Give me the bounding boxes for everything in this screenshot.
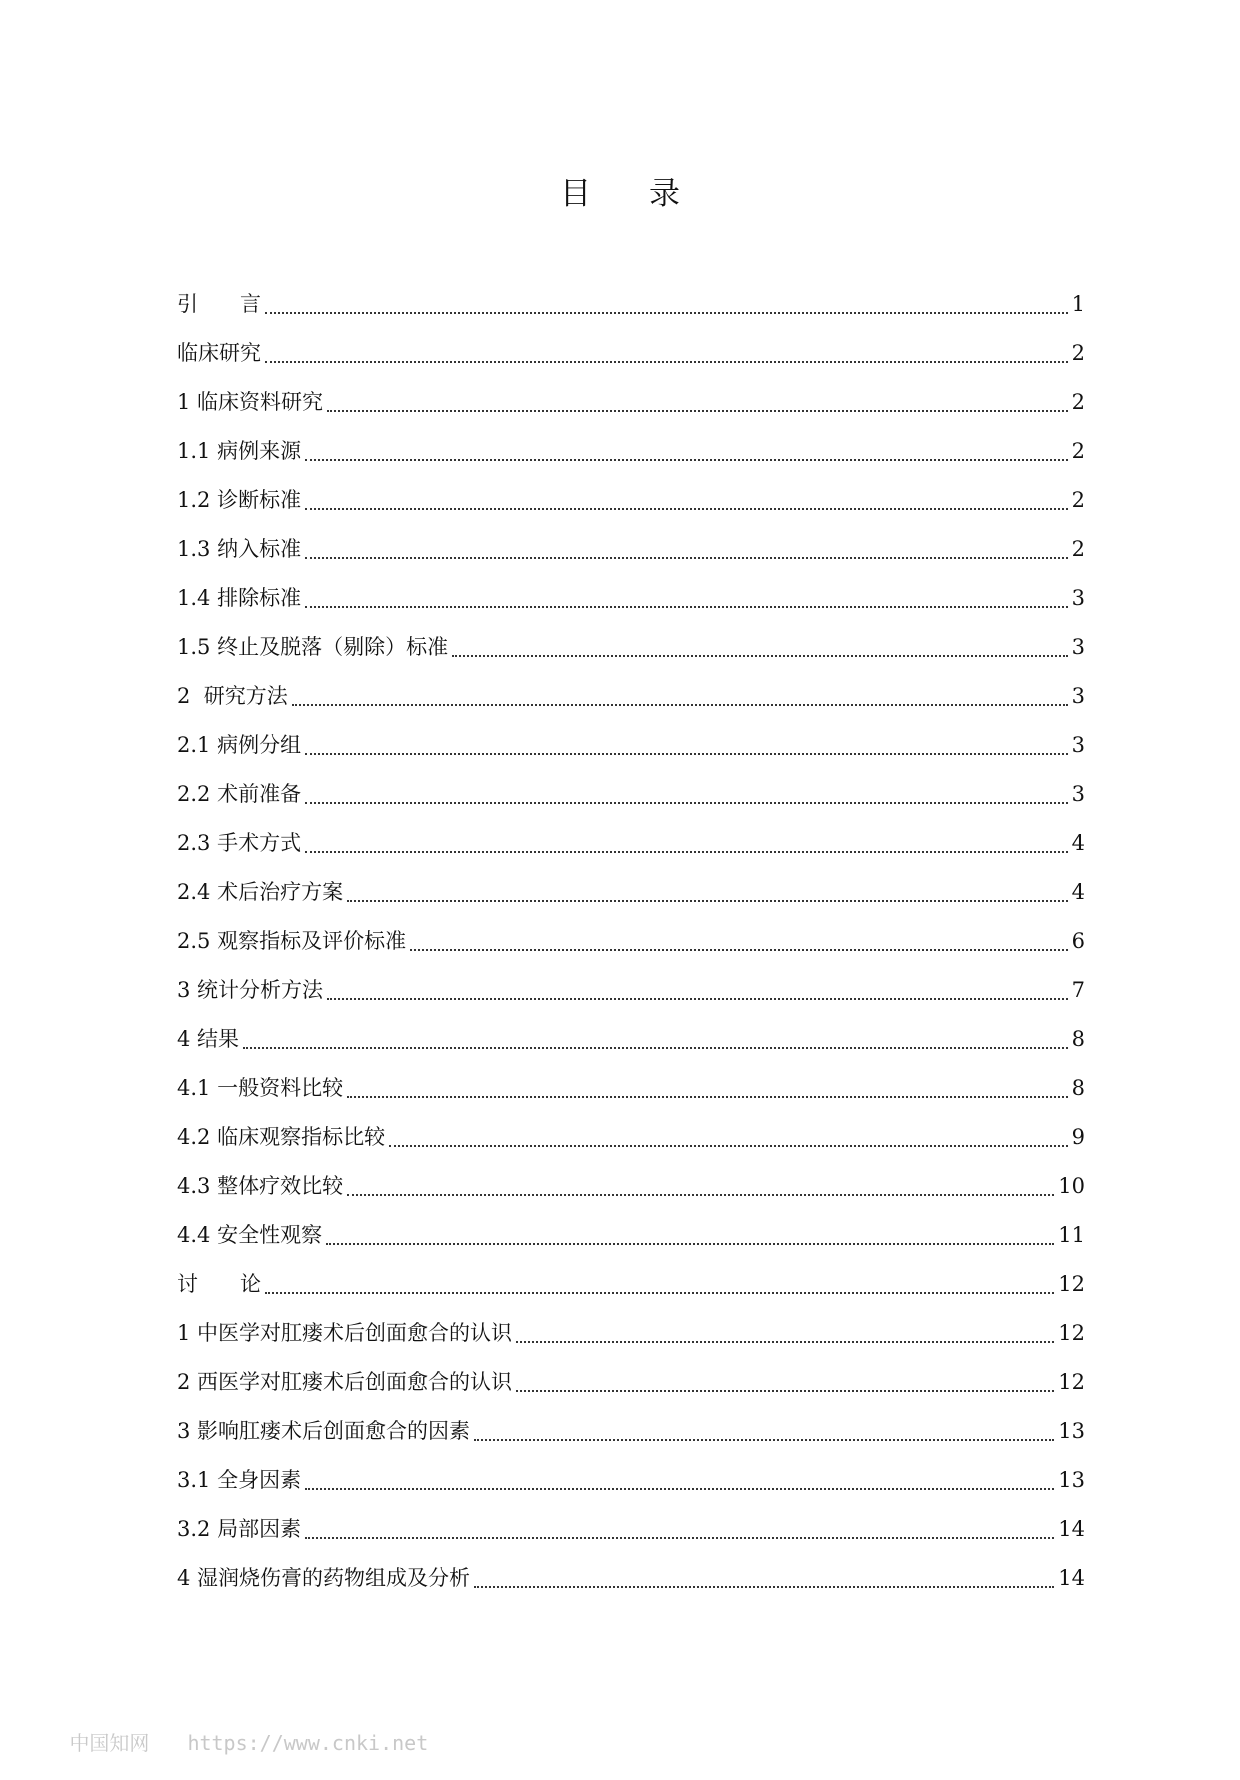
toc-entry[interactable] (177, 1358, 1085, 1407)
toc-entry-label: 3.2 局部因素 (177, 1517, 302, 1541)
toc-entry-label: 2.1 病例分组 (177, 733, 302, 757)
toc-entry-page-number: 2 (1071, 390, 1085, 414)
toc-entry-label: 讨 论 (177, 1272, 261, 1296)
toc-dot-leader (327, 998, 1068, 1000)
page-title (0, 168, 1240, 213)
toc-dot-leader (243, 1047, 1068, 1049)
toc-entry[interactable] (177, 1211, 1085, 1260)
toc-entry-page-number: 4 (1071, 880, 1085, 904)
toc-entry-page-number: 3 (1071, 733, 1085, 757)
toc-entry[interactable] (177, 819, 1085, 868)
toc-entry-label: 1.2 诊断标准 (177, 488, 302, 512)
toc-entry-page-number: 7 (1071, 978, 1085, 1002)
toc-entry[interactable] (177, 1456, 1085, 1505)
toc-entry-page-number: 11 (1058, 1223, 1085, 1247)
toc-entry-label: 1 中医学对肛瘘术后创面愈合的认识 (177, 1321, 513, 1345)
toc-dot-leader (305, 851, 1068, 853)
toc-entry-label: 临床研究 (177, 341, 261, 365)
toc-entry[interactable] (177, 721, 1085, 770)
toc-entry[interactable] (177, 427, 1085, 476)
toc-dot-leader (389, 1145, 1068, 1147)
toc-entry-label: 1.3 纳入标准 (177, 537, 302, 561)
toc-dot-leader (516, 1341, 1054, 1343)
toc-entry[interactable] (177, 917, 1085, 966)
watermark (44, 1703, 428, 1780)
toc-entry[interactable] (177, 574, 1085, 623)
toc-entry-label: 4.1 一般资料比较 (177, 1076, 344, 1100)
toc-entry-label: 1.1 病例来源 (177, 439, 302, 463)
toc-entry-page-number: 14 (1058, 1566, 1085, 1590)
toc-entry[interactable] (177, 1064, 1085, 1113)
toc-entry[interactable] (177, 329, 1085, 378)
toc-dot-leader (265, 1292, 1054, 1294)
toc-dot-leader (410, 949, 1068, 951)
toc-entry[interactable] (177, 1260, 1085, 1309)
toc-entry-page-number: 14 (1058, 1517, 1085, 1541)
toc-entry-page-number: 2 (1071, 537, 1085, 561)
toc-entry-label: 3 统计分析方法 (177, 978, 324, 1002)
toc-dot-leader (265, 361, 1068, 363)
toc-entry-page-number: 2 (1071, 341, 1085, 365)
toc-dot-leader (327, 410, 1068, 412)
toc-entry-label: 2.4 术后治疗方案 (177, 880, 344, 904)
toc-entry[interactable] (177, 1162, 1085, 1211)
toc-entry-page-number: 2 (1071, 488, 1085, 512)
toc-entry-page-number: 9 (1071, 1125, 1085, 1149)
toc-entry-page-number: 3 (1071, 782, 1085, 806)
toc-entry-page-number: 8 (1071, 1076, 1085, 1100)
toc-entry-label: 2.2 术前准备 (177, 782, 302, 806)
watermark-url: https://www.cnki.net (187, 1731, 429, 1755)
toc-entry-label: 4.2 临床观察指标比较 (177, 1125, 386, 1149)
toc-entry-page-number: 12 (1058, 1370, 1085, 1394)
toc-entry-label: 4 湿润烧伤膏的药物组成及分析 (177, 1566, 471, 1590)
toc-entry-label: 1 临床资料研究 (177, 390, 324, 414)
toc-entry-page-number: 1 (1071, 292, 1085, 316)
toc-dot-leader (305, 802, 1068, 804)
toc-dot-leader (305, 508, 1068, 510)
toc-entry-page-number: 12 (1058, 1321, 1085, 1345)
table-of-contents (177, 280, 1085, 1603)
toc-entry[interactable] (177, 770, 1085, 819)
toc-entry-label: 2 研究方法 (177, 684, 288, 708)
toc-entry-label: 4.3 整体疗效比较 (177, 1174, 344, 1198)
toc-entry-page-number: 13 (1058, 1468, 1085, 1492)
toc-entry-label: 4.4 安全性观察 (177, 1223, 323, 1247)
toc-entry-page-number: 13 (1058, 1419, 1085, 1443)
toc-dot-leader (326, 1243, 1054, 1245)
toc-dot-leader (474, 1439, 1054, 1441)
toc-dot-leader (474, 1586, 1054, 1588)
toc-entry-label: 1.4 排除标准 (177, 586, 302, 610)
toc-dot-leader (292, 704, 1068, 706)
toc-dot-leader (347, 1194, 1054, 1196)
toc-entry-page-number: 12 (1058, 1272, 1085, 1296)
toc-entry-label: 3 影响肛瘘术后创面愈合的因素 (177, 1419, 471, 1443)
toc-entry[interactable] (177, 476, 1085, 525)
title-char-1: 目 (560, 176, 591, 212)
toc-entry-page-number: 10 (1058, 1174, 1085, 1198)
toc-entry[interactable] (177, 1505, 1085, 1554)
toc-entry[interactable] (177, 525, 1085, 574)
toc-entry[interactable] (177, 378, 1085, 427)
toc-dot-leader (305, 557, 1068, 559)
toc-entry-label: 2.5 观察指标及评价标准 (177, 929, 407, 953)
toc-dot-leader (305, 606, 1068, 608)
toc-entry-label: 3.1 全身因素 (177, 1468, 302, 1492)
toc-entry-page-number: 8 (1071, 1027, 1085, 1051)
toc-entry-page-number: 3 (1071, 635, 1085, 659)
toc-entry-label: 引 言 (177, 292, 261, 316)
toc-entry[interactable] (177, 1015, 1085, 1064)
toc-entry[interactable] (177, 280, 1085, 329)
toc-dot-leader (452, 655, 1068, 657)
toc-entry-page-number: 3 (1071, 684, 1085, 708)
toc-entry-page-number: 3 (1071, 586, 1085, 610)
toc-entry-page-number: 6 (1071, 929, 1085, 953)
toc-dot-leader (516, 1390, 1054, 1392)
toc-dot-leader (305, 1537, 1054, 1539)
toc-entry-page-number: 2 (1071, 439, 1085, 463)
toc-dot-leader (305, 459, 1068, 461)
toc-entry[interactable] (177, 1113, 1085, 1162)
toc-entry[interactable] (177, 672, 1085, 721)
toc-dot-leader (265, 312, 1068, 314)
toc-dot-leader (305, 753, 1068, 755)
toc-entry[interactable] (177, 966, 1085, 1015)
toc-entry[interactable] (177, 1309, 1085, 1358)
toc-entry-label: 2 西医学对肛瘘术后创面愈合的认识 (177, 1370, 513, 1394)
toc-entry[interactable] (177, 623, 1085, 672)
toc-entry-label: 1.5 终止及脱落（剔除）标准 (177, 635, 449, 659)
toc-entry[interactable] (177, 1407, 1085, 1456)
toc-dot-leader (305, 1488, 1054, 1490)
toc-dot-leader (347, 900, 1068, 902)
toc-entry-page-number: 4 (1071, 831, 1085, 855)
title-char-2: 录 (649, 176, 680, 212)
toc-entry[interactable] (177, 1554, 1085, 1603)
toc-dot-leader (347, 1096, 1068, 1098)
toc-entry[interactable] (177, 868, 1085, 917)
toc-entry-label: 4 结果 (177, 1027, 240, 1051)
watermark-site-name: 中国知网 (69, 1731, 150, 1755)
toc-entry-label: 2.3 手术方式 (177, 831, 302, 855)
